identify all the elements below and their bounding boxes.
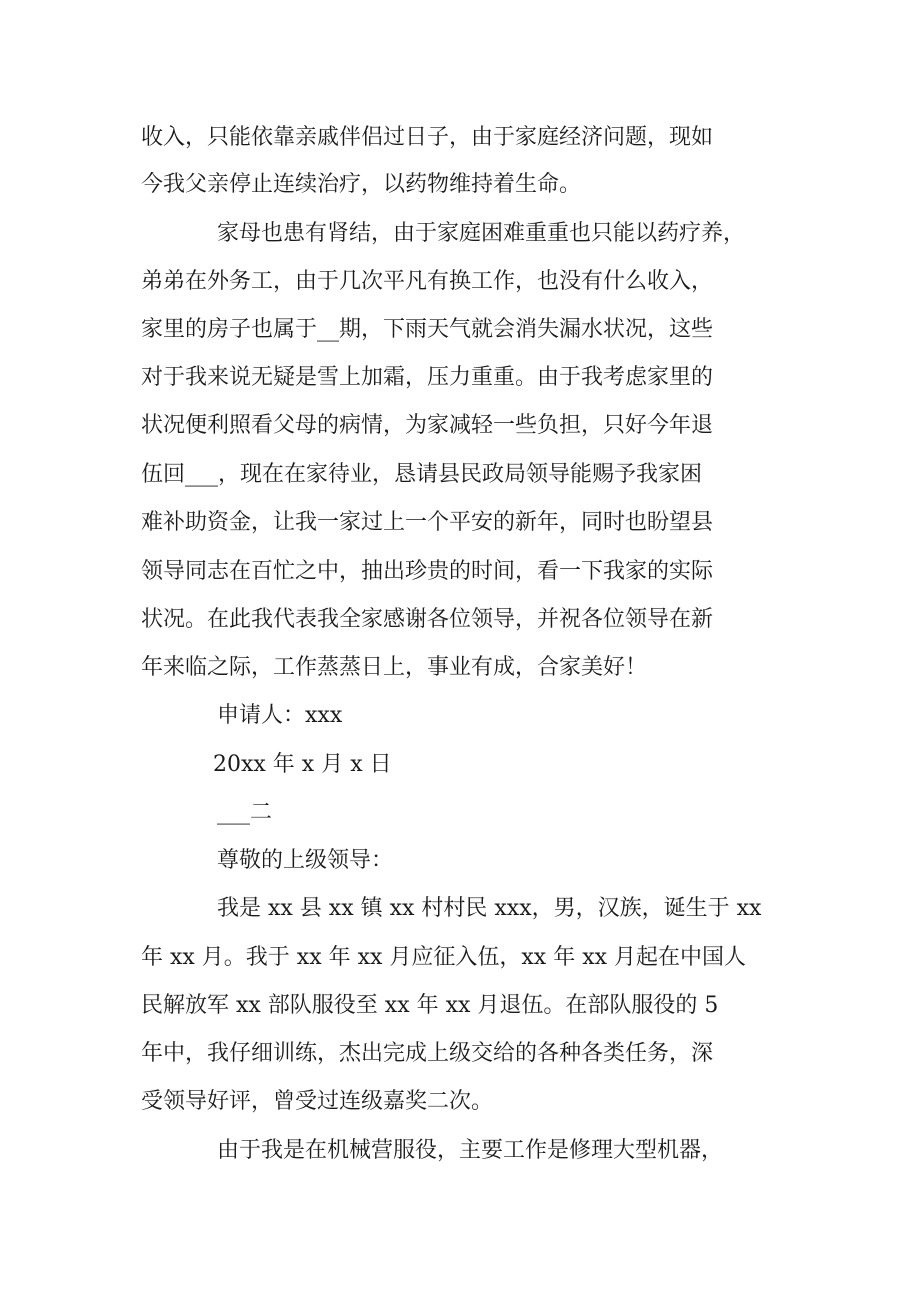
line-text: 家里的房子也属于__期，下雨天气就会消失漏水状况，这些 <box>141 317 714 342</box>
line-text: 难补助资金，让我一家过上一个平安的新年，同时也盼望县 <box>141 510 714 535</box>
date-line: 20xx 年 x 月 x 日 <box>213 752 392 777</box>
text-line <box>0 306 920 354</box>
line-text: 家母也患有肾结，由于家庭困难重重也只能以药疗养， <box>217 221 746 246</box>
line-text: 对于我来说无疑是雪上加霜，压力重重。由于我考虑家里的 <box>141 365 714 390</box>
text-line <box>0 692 920 740</box>
text-line <box>0 596 920 644</box>
text-line <box>0 885 920 933</box>
text-line <box>0 837 920 885</box>
line-text: 弟弟在外务工，由于几次平凡有换工作，也没有什么收入， <box>141 269 714 294</box>
section-heading: ___二 <box>217 800 273 825</box>
line-text: 年 xx 月。我于 xx 年 xx 月应征入伍，xx 年 xx 月起在中国人 <box>141 945 747 970</box>
line-text: 状况。在此我代表我全家感谢各位领导，并祝各位领导在新 <box>141 607 714 632</box>
line-text: 民解放军 xx 部队服役至 xx 年 xx 月退伍。在部队服役的 5 <box>141 993 719 1018</box>
salutation: 尊敬的上级领导： <box>217 848 394 873</box>
text-line <box>0 789 920 837</box>
text-line <box>0 114 920 162</box>
line-text: 伍回___，现在在家待业，恳请县民政局领导能赐予我家困 <box>141 462 703 487</box>
line-text: 收入，只能依靠亲戚伴侣过日子，由于家庭经济问题，现如 <box>141 125 714 150</box>
text-line <box>0 1078 920 1126</box>
text-line <box>0 934 920 982</box>
line-text: 今我父亲停止连续治疗，以药物维持着生命。 <box>141 172 582 197</box>
text-line <box>0 1030 920 1078</box>
text-line <box>0 741 920 789</box>
text-line <box>0 451 920 499</box>
text-line <box>0 548 920 596</box>
line-text: 年中，我仔细训练，杰出完成上级交给的各种各类任务，深 <box>141 1041 714 1066</box>
text-line <box>0 354 920 402</box>
text-line <box>0 210 920 258</box>
line-text: 年来临之际，工作蒸蒸日上，事业有成，合家美好！ <box>141 655 648 680</box>
line-text: 受领导好评，曾受过连级嘉奖二次。 <box>141 1089 494 1114</box>
line-text: 我是 xx 县 xx 镇 xx 村村民 xxx，男，汉族，诞生于 xx <box>217 896 762 921</box>
text-line <box>0 161 920 209</box>
line-text: 状况便利照看父母的病情，为家减轻一些负担，只好今年退 <box>141 413 714 438</box>
text-line <box>0 402 920 450</box>
text-line <box>0 982 920 1030</box>
text-line <box>0 258 920 306</box>
text-line <box>0 499 920 547</box>
line-text: 由于我是在机械营服役，主要工作是修理大型机器， <box>217 1138 724 1163</box>
line-text: 领导同志在百忙之中，抽出珍贵的时间，看一下我家的实际 <box>141 559 714 584</box>
text-line <box>0 644 920 692</box>
signature-label: 申请人：xxx <box>217 703 343 728</box>
text-line <box>0 1127 920 1175</box>
